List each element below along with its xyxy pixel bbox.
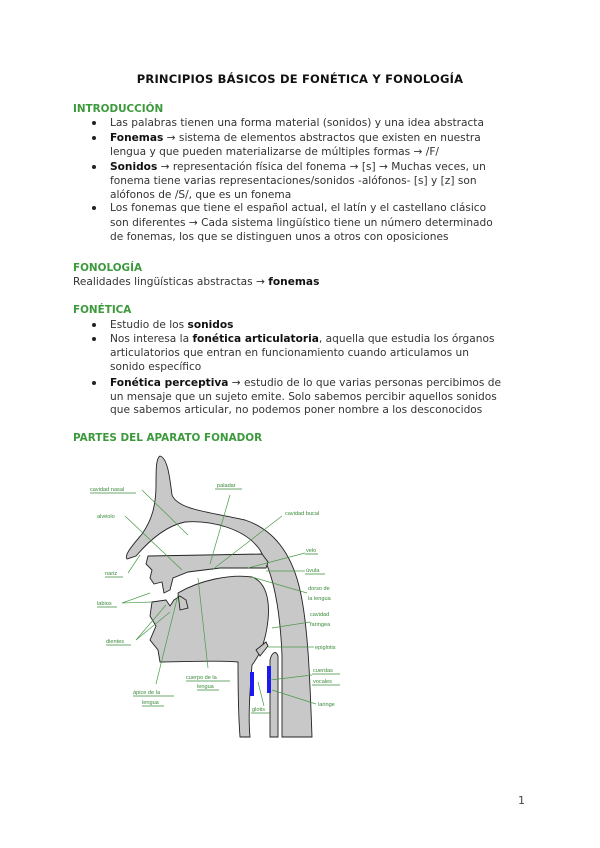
fonetica-bullet-2-line-3: sonido específico (110, 361, 202, 373)
heading-fonologia: FONOLOGÍA (73, 262, 142, 274)
label-apice-1: ápice de la (133, 690, 161, 696)
text: Las palabras tienen una forma material (sonidos) y una idea abstracta (110, 117, 484, 129)
label-cuerpo-2: lengua (197, 684, 214, 690)
intro-bullet-4-line-2: son diferentes → Cada sistema lingüístico tiene un número determinado (110, 217, 493, 229)
label-cuerpo-1: cuerpo de la (186, 675, 217, 681)
bullet-icon (92, 121, 96, 125)
heading-aparato-fonador: PARTES DEL APARATO FONADOR (73, 432, 263, 444)
bullet-icon (92, 136, 96, 140)
fonetica-bullet-3-line-3: que sabemos articular, no podemos poner nombre a los desconocidos (110, 404, 483, 416)
intro-bullet-4: Los fonemas que tiene el español actual, el latín y el castellano clásico (110, 202, 487, 214)
label-cuerdas-1: cuerdas (313, 668, 333, 674)
bold-term: fonética articulatoria (192, 333, 319, 345)
intro-bullet-2-line-2: lengua y que pueden materializarse de múltiples formas → /F/ (110, 146, 439, 158)
label-labios: labios (97, 601, 112, 607)
heading-fonetica: FONÉTICA (73, 304, 132, 316)
intro-bullet-3-line-3: alófonos de /S/, que es un fonema (110, 189, 292, 201)
bullet-icon (92, 337, 96, 341)
label-faringea-1: cavidad (310, 612, 330, 618)
text: → estudio de lo que varias personas percibimos de (228, 377, 502, 389)
label-faringea-2: faringea (310, 622, 331, 628)
label-glotis: glotis (252, 707, 266, 713)
label-dientes: dientes (106, 639, 125, 645)
fonetica-bullet-2-line-2: articulatorios que entran en funcionamiento cuando articulamos un (110, 347, 469, 359)
bold-term: Fonética perceptiva (110, 377, 229, 389)
label-velo: velo (306, 548, 317, 554)
bold-term: Fonemas (110, 132, 164, 144)
text: Nos interesa la (110, 333, 193, 345)
page-title: PRINCIPIOS BÁSICOS DE FONÉTICA Y FONOLOGÍA (136, 72, 464, 86)
label-cavidad-bucal: cavidad bucal (285, 511, 320, 517)
label-epiglotis: epiglotis (315, 645, 336, 651)
label-cuerdas-2: vocales (313, 679, 332, 685)
larynx-shape (270, 653, 278, 737)
vocal-cord-right (267, 666, 271, 693)
intro-bullet-3-line-2: fonema tiene varias representaciones/sonidos -alófonos- [s] y [z] son (110, 175, 477, 187)
label-laringe: laringe (318, 702, 335, 708)
label-uvula: úvula (306, 568, 320, 574)
vocal-tract-diagram (70, 450, 360, 750)
label-apice-2: lengua (142, 700, 159, 706)
label-alveolo: alvéolo (97, 514, 115, 520)
intro-bullet-4-line-3: de fonemas, los que se distinguen unos a otros con oposiciones (110, 231, 449, 243)
bold-term: Sonidos (110, 161, 158, 173)
bullet-icon (92, 323, 96, 327)
text: → representación física del fonema → [s] → Muchas veces, un (157, 161, 486, 173)
tongue-jaw-shape (150, 576, 268, 737)
intro-bullet-1 (110, 115, 484, 131)
label-cavidad-nasal: cavidad nasal (90, 487, 125, 493)
label-nariz: nariz (105, 571, 118, 577)
heading-introduccion: INTRODUCCIÓN (73, 103, 164, 115)
bold-term: sonidos (187, 319, 234, 331)
bullet-icon (92, 206, 96, 210)
bold-term: fonemas (268, 276, 320, 288)
fonetica-bullet-3-line-2: un mensaje que un sujeto emite. Solo sabemos percibir aquellos sonidos (110, 391, 497, 403)
label-dorso-2: la lengua (308, 596, 331, 602)
text: Estudio de los (110, 319, 188, 331)
label-paladar: paladar (217, 483, 236, 489)
bullet-icon (92, 165, 96, 169)
fonologia-text (73, 274, 319, 290)
text: , aquella que estudia los órganos (318, 333, 495, 345)
text: Realidades lingüísticas abstractas → (73, 276, 269, 288)
bullet-icon (92, 381, 96, 385)
vocal-cord-left (250, 672, 254, 696)
text: → sistema de elementos abstractos que existen en nuestra (163, 132, 481, 144)
label-dorso-1: dorso de (308, 586, 330, 592)
page-number: 1 (518, 794, 525, 807)
